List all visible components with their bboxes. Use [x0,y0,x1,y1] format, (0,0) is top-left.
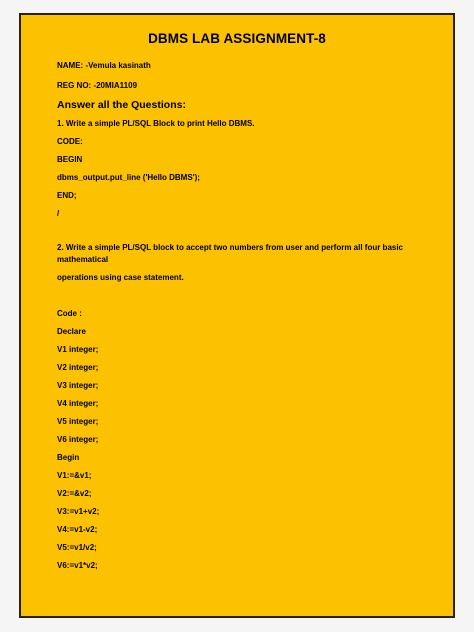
code-line: V6 integer; [57,435,99,444]
code-line: Declare [57,327,86,336]
code-line: END; [57,191,77,200]
code-line: V1:=&v1; [57,471,92,480]
question-1-code-label: CODE: [57,137,83,146]
code-line: BEGIN [57,155,83,164]
question-2-prompt: 2. Write a simple PL/SQL block to accept two numbers from user and perform all four basic [57,243,404,252]
code-line: V5:=v1/v2; [57,543,97,552]
code-line: V4 integer; [57,399,99,408]
code-line: V5 integer; [57,417,99,426]
code-line: V4:=v1-v2; [57,525,98,534]
document-page [19,13,455,618]
question-2-code-label: Code : [57,309,82,318]
instructions-heading: Answer all the Questions: [57,99,186,111]
code-line: V3:=v1+v2; [57,507,100,516]
code-line: V6:=v1*v2; [57,561,98,570]
question-2-prompt-continued: mathematical [57,255,109,264]
question-2-prompt-continued: operations using case statement. [57,273,184,282]
student-name: NAME: -Vemula kasinath [57,61,151,70]
code-line: V3 integer; [57,381,99,390]
code-line: / [57,209,60,218]
code-line: dbms_output.put_line ('Hello DBMS'); [57,173,200,182]
registration-number: REG NO: -20MIA1109 [57,81,138,90]
code-line: Begin [57,453,80,462]
code-line: V2 integer; [57,363,99,372]
code-line: V1 integer; [57,345,99,354]
document-title: DBMS LAB ASSIGNMENT-8 [148,31,326,46]
question-1-prompt: 1. Write a simple PL/SQL Block to print Hello DBMS. [57,119,255,128]
code-line: V2:=&v2; [57,489,92,498]
